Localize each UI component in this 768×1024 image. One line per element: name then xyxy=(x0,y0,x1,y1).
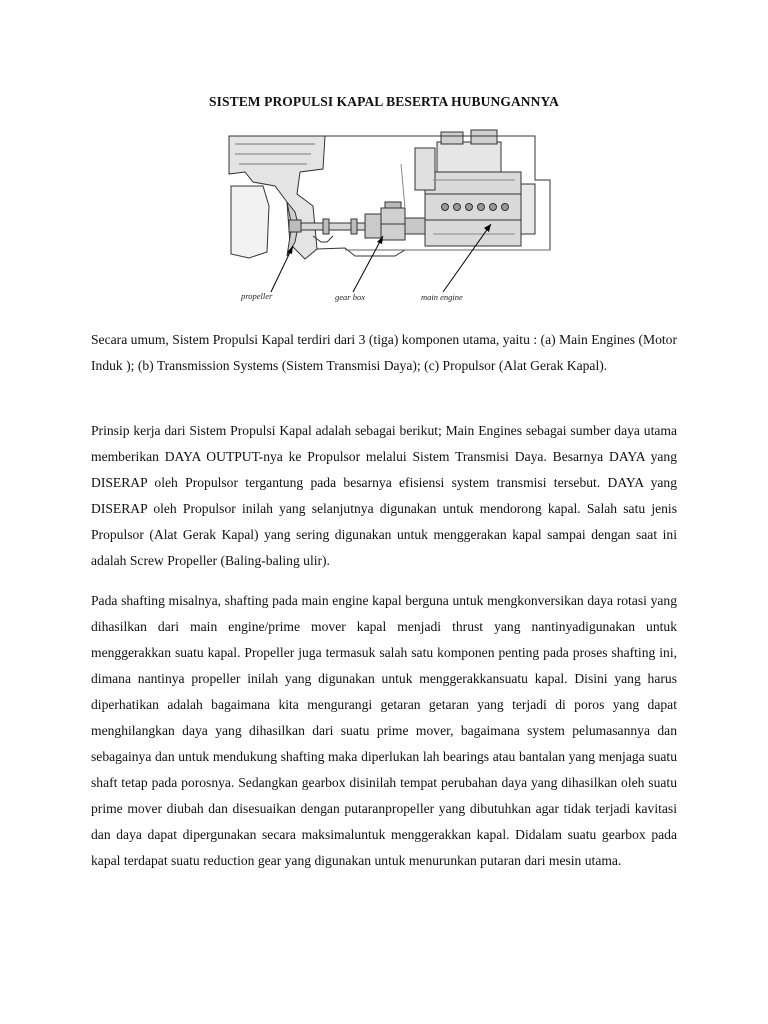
propeller-label: propeller xyxy=(241,291,273,301)
propulsion-system-diagram xyxy=(205,124,565,310)
gear-box xyxy=(381,202,425,240)
main-engine-label: main engine xyxy=(421,292,463,302)
hull-stern xyxy=(229,136,325,259)
main-engine xyxy=(415,130,535,246)
gear-box-label: gear box xyxy=(335,292,365,302)
paragraph-shafting: Pada shafting misalnya, shafting pada main engine kapal berguna untuk mengkonversikan daya rotasi yang dihasilkan dari main engine/prime mover kapal menjadi thrust yang nantinyadigunakan untuk menggerakkan suatu kapal. Propeller juga termasuk salah satu komponen penting pada proses shafting ini, dimana nantinya propeller inilah yang digunakan untuk menggerakkansuatu kapal. Disini yang harus diperhatikan adalah bagaimana kita mengurangi getaran getaran yang terjadi di poros yang dapat menghilangkan daya yang dihasilkan dari suatu prime mover, bagaimana system pelumasannya dan sebagainya dan untuk mendukung shafting maka diperlukan lah bearings atau bantalan yang menjaga suatu shaft tetap pada porosnya. Sedangkan gearbox disinilah tempat perubahan daya yang dihasilkan oleh suatu prime mover diubah dan disesuaikan dengan putaranpropeller yang dibutuhkan agar tidak terjadi kavitasi dan daya dapat dipergunakan secara maksimaluntuk menggerakkan kapal. Didalam suatu gearbox pada kapal terdapat suatu reduction gear yang digunakan untuk menurunkan putaran dari mesin utama. xyxy=(91,593,677,868)
document-title: SISTEM PROPULSI KAPAL BESERTA HUBUNGANNYA xyxy=(209,94,559,109)
paragraph-working-principle: Prinsip kerja dari Sistem Propulsi Kapal adalah sebagai berikut; Main Engines sebagai sumber daya utama memberikan DAYA OUTPUT-nya ke Propulsor melalui Sistem Transmisi Daya. Besarnya DAYA yang DISERAP oleh Propulsor tergantung pada besarnya efisiensi system transmisi tersebut. DAYA yang DISERAP oleh Propulsor inilah yang selanjutnya digunakan untuk mendorong kapal. Salah satu jenis Propulsor (Alat Gerak Kapal) yang sering digunakan untuk menggerakan kapal sampai dengan saat ini adalah Screw Propeller (Baling-baling ulir). xyxy=(91,423,677,568)
paragraph-intro: Secara umum, Sistem Propulsi Kapal terdiri dari 3 (tiga) komponen utama, yaitu : (a) Main Engines (Motor Induk ); (b) Transmission Systems (Sistem Transmisi Daya); (c) Propulsor (Alat Gerak Kapal). xyxy=(91,332,677,373)
